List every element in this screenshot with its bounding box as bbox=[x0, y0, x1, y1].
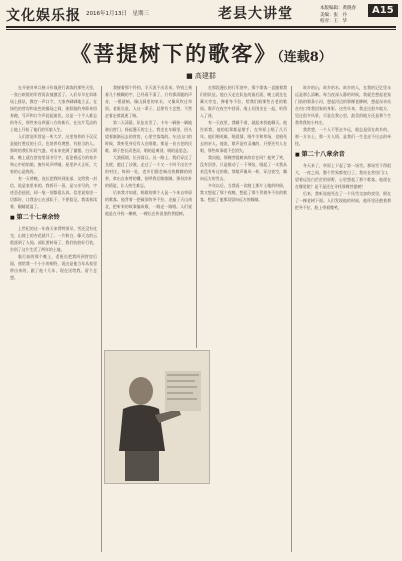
article-paragraph: 人们常说军营是一所大学，这里培养的不仅仅是能打胜仗的士兵，也培养有理想、有担当的人。那时的我们年轻气盛，对未来充满了憧憬。白天训练，晚上就在营房里读书写字，谈论着远方的家乡和心中的姑娘。窗外风声呼啸，屋里炉火正旺，大家的心是热的。 bbox=[10, 134, 97, 174]
article-paragraph: 后来我才知道，唱歌的那个人是一个来自草原的歌客。他背着一把破旧的冬不拉，走遍了天山南北，把听来的故事编成歌，一路走一路唱。人们说他是在寻找一棵树，一棵长在传说里的菩提树。 bbox=[105, 190, 192, 216]
column-divider bbox=[291, 86, 292, 552]
article-paragraph: 冬天来了，草原上下起了第一场雪。那场雪下得很大，一夜之间，整个世界都变白了。我站在营房门口，望着远处白茫茫的原野，心里想起了那个歌客。他现在在哪里呢？是不是还在寻找那棵菩提树？ bbox=[295, 163, 391, 189]
article-paragraph: 后来，我听说他死在了一个风雪交加的夜里，倒在了一棵老树下面。人们发现他的时候，他怀里还抱着那把冬不拉，脸上带着微笑。 bbox=[295, 191, 391, 210]
chapter-heading: ■ 第二十七章余铃 bbox=[10, 212, 97, 224]
editor-credits bbox=[320, 6, 356, 26]
article-paragraph: 我问他，那棵菩提树真的存在吗？他笑了笑，没有回答，只是拨动了一下琴弦，唱起了一支我从来没有听过的歌。那歌声像风一样，穿过夜空，飘向远方的雪山。 bbox=[200, 155, 287, 181]
article-paragraph: 上世纪的这一年春天来得特别早。雪还没有化完，山坡上的杏花就开了，一片粉白，像天边的云霞落到了人间。部队要转场了，我们收拾好行装，告别了这片生活了两年的土地。 bbox=[10, 226, 97, 252]
article-paragraph: 我握着那个铃铛，半天说不出话来。铃铛上刻着几个模糊的字，已经看不清了，只有那清脆的声音，一摇就响，像山涧里的泉水，又像风吹过草原。老班长说，人这一辈子，总要有个念想，不然走着走着就迷了路。 bbox=[105, 85, 192, 118]
author-photo bbox=[104, 350, 210, 484]
masthead bbox=[0, 0, 402, 26]
column-divider bbox=[196, 86, 197, 348]
article-title bbox=[0, 38, 402, 68]
editor-credit-line: 本版编辑：黄晓春 bbox=[320, 6, 356, 11]
article-paragraph: 临行前的那个晚上，老班长把我叫到营房后面，递给我一个小小的铜铃，说这是他当年从家里带出来的，跟了他十几年，现在送给我，留个念想。 bbox=[10, 254, 97, 280]
article-paragraph: 在那段漫长的行军途中，那个歌客一直跟着我们的队伍。他白天走在队伍的最后面，晚上就坐在篝火旁边，弹着冬不拉，给我们唱那些古老的歌谣。歌声在夜空中回荡，战士们围坐在一起，听得入了迷。 bbox=[200, 85, 287, 118]
newspaper-logo: 文化娱乐报 bbox=[6, 8, 81, 24]
article-column bbox=[10, 84, 97, 554]
chapter-heading: ■ 第二十八章余音 bbox=[295, 149, 391, 161]
article-column bbox=[200, 84, 287, 554]
article-paragraph: 大漠孤烟，长河落日。这一路上，我们穿过了戈壁，越过了沙漠，走过了一个又一个叫不出名字的村庄。每到一处，老乡们都会端出热腾腾的奶茶，拿出自家烤的馕，招呼我们歇歇脚。那份淳朴的情谊，让人终生难忘。 bbox=[105, 155, 192, 188]
section-title: 老县大讲堂 bbox=[218, 6, 293, 22]
article-author: ■ 高建群 bbox=[186, 72, 216, 80]
issue-date: 2016年1月13日 星期三 bbox=[86, 11, 149, 17]
article-paragraph: 多年以后，当我再一次踏上那片土地的时候，我又想起了那个夜晚，想起了那个背着冬不拉的歌客，想起了他那双望向远方的眼睛。 bbox=[200, 183, 287, 202]
editor-credit-line: 美编：张 丹 bbox=[320, 12, 347, 18]
header-rule bbox=[6, 26, 396, 28]
article-paragraph: 有一天傍晚，连长把我叫到连部，交给我一封信，说是家里来的。我拆开一看，是父亲写的，字迹歪歪扭扭，却一笔一划都很认真。信里说家里一切都好，让我安心在部队干，不要惦记。我读着读着，眼睛就湿了。 bbox=[10, 176, 97, 209]
article-title-text: 《菩提树下的歌客》 bbox=[70, 41, 278, 66]
article-paragraph: 故乡的山，故乡的水，故乡的人，在我的记忆里永远是那么清晰。每当夜深人静的时候，我就会想起老家门前的那条小河，想起河边的那棵老柳树，想起母亲站在村口等我回家的身影。这些年来，我走过很多地方，见过很多风景，可是在我心里，最美的地方还是那个生我养我的小村庄。 bbox=[295, 85, 391, 125]
article-paragraph: 第二天清晨，队伍出发了。卡车一辆接一辆地驶出营门，扬起漫天的尘土。我坐在车厢里，回头望着渐渐远去的营房，心里空落落的。车过山口的时候，我听见身后有人在唱歌，那是一首古老的民歌，调子悠长而苍凉，唱的是离别，唱的是思念。 bbox=[105, 120, 192, 153]
article-column bbox=[105, 84, 192, 346]
article-subtitle: （连载8） bbox=[277, 50, 332, 65]
article-paragraph: 我常想，一个人不管走多远，根总是留在故乡的。那一方水土，那一方人情，是我们一生也走不出去的牵挂。 bbox=[295, 127, 391, 146]
article-column bbox=[295, 84, 391, 554]
article-paragraph: 在开展对单兵格斗作战进行训练的那些天里，一张白纸般的军营再次被激活了。入们早早在训练场上排队，教官一声口令，大家齐刷刷地立正。在绿色的营房和灰色的操场之间，迷彩服的身影来回奔跑，号声和口令声此起彼伏。这是一个令人难忘的冬天，那些来自四面八方的新兵，在这片荒凉的土地上开始了他们的军旅人生。 bbox=[10, 85, 97, 132]
article-paragraph: 有一天夜里，我睡不着，就起来找他聊天。他告诉我，他的祖辈都是歌手，在草原上唱了几百年。他们唱英雄，唱爱情，唱牛羊和草场，也唱死去的亲人。他说，歌声是有灵魂的，只要还有人在唱，那些故事就不会消失。 bbox=[200, 120, 287, 153]
page-number: A15 bbox=[368, 4, 398, 17]
header-rule-thin bbox=[6, 29, 396, 30]
author-portrait-illustration bbox=[105, 351, 209, 483]
column-divider bbox=[101, 86, 102, 552]
editor-credit-line: 校对：王 华 bbox=[320, 19, 347, 24]
